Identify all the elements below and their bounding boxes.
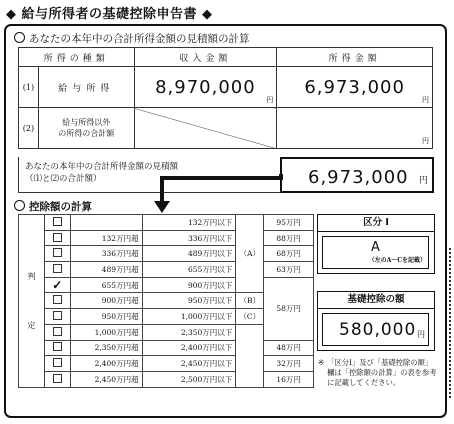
range-from: 655万円超 [70,277,142,293]
circle-icon [14,32,25,43]
range-from: 900万円超 [70,293,142,309]
kubun-value: A [371,240,380,255]
table-row [19,371,314,387]
checkbox-icon [53,264,62,273]
header-net-amount: 所得金額 [277,48,433,67]
table-row [19,246,314,262]
checkbox-icon [53,248,62,257]
check-icon: ✓ [52,277,63,292]
range-from: 2,400万円超 [70,356,142,372]
deduction-amount: 95万円 [264,215,314,231]
group-label: （A） [236,215,264,293]
deduction-amount: 16万円 [264,371,314,387]
deduction-amount: 68万円 [264,246,314,262]
kubun-title: 区分 I [318,215,434,232]
kubun-field[interactable] [322,236,429,269]
checkbox[interactable] [44,293,70,309]
range-to: 336万円以下 [142,230,236,246]
deduction-value: 580,000 [339,320,417,340]
table-row [19,108,433,149]
range-to: 2,400万円以下 [142,340,236,356]
salary-income-value: 8,970,000 [155,76,256,98]
deduction-amount: 88万円 [264,230,314,246]
table-row [19,230,314,246]
range-from: 950万円超 [70,309,142,325]
salary-net-field[interactable] [277,67,433,108]
range-to: 900万円以下 [142,277,236,293]
checkbox[interactable] [44,215,70,231]
range-from: 2,350万円超 [70,340,142,356]
row-label: 給与所得以外 の所得の合計額 [38,108,134,149]
range-to: 132万円以下 [142,215,236,231]
row-label: 給与所得 [38,67,134,108]
checkbox[interactable] [44,246,70,262]
income-table [18,47,433,149]
checkbox[interactable] [44,356,70,372]
table-row [19,215,314,231]
section2-heading: 控除額の計算 [14,199,92,214]
note [318,358,438,388]
checkbox[interactable] [44,371,70,387]
kubun-note: （左のA～Cを記載） [368,257,426,264]
range-from: 2,450万円超 [70,371,142,387]
dotted-guide [449,248,451,398]
salary-net-value: 6,973,000 [304,76,405,98]
range-to: 489万円以下 [142,246,236,262]
range-to: 2,500万円以下 [142,371,236,387]
total-amount-field[interactable] [280,157,434,193]
checkbox-icon [53,374,62,383]
table-row [19,67,433,108]
circle-icon [14,200,25,211]
range-from: 132万円超 [70,230,142,246]
checkbox-icon [53,217,62,226]
judge-label: 判 定 [19,215,45,388]
deduction-title: 基礎控除の額 [318,292,434,309]
salary-income-field[interactable] [134,67,277,108]
deduction-field[interactable] [322,313,429,346]
diagonal-disabled-cell [134,108,277,149]
checkbox-icon [53,358,62,367]
range-to: 1,000万円以下 [142,309,236,325]
checkbox[interactable] [44,277,70,293]
other-income-field[interactable] [277,108,433,149]
section1-heading: あなたの本年中の合計所得金額の見積額の計算 [14,31,250,46]
deduction-amount: 32万円 [264,356,314,372]
note-text: 「区分Ⅰ」及び「基礎控除の額」欄は「控除額の計算」の表を参考に記載してください。 [327,358,437,387]
total-amount-value: 6,973,000 [308,167,409,188]
yen-unit: 円 [422,96,429,104]
checkbox-icon [53,311,62,320]
range-to: 2,350万円以下 [142,324,236,340]
group-label: （B） [236,293,264,309]
income-table-header [19,48,433,67]
range-to: 655万円以下 [142,262,236,278]
checkbox[interactable] [44,340,70,356]
yen-unit: 円 [422,137,429,145]
group-label: （C） [236,309,264,325]
deduction-amount: 48万円 [264,340,314,356]
kubun-box [317,214,435,274]
group-label [236,324,264,387]
arrow-icon [150,172,285,216]
range-to: 2,450万円以下 [142,356,236,372]
yen-unit: 円 [266,96,274,104]
checkbox-icon [53,342,62,351]
table-row [19,340,314,356]
total-label-cell: あなたの本年中の合計所得金額の見積額 （⑴と⑵の合計額） [18,157,281,193]
header-income-amount: 収入金額 [134,48,277,67]
yen-unit: 円 [417,330,425,339]
note-mark: ※ [318,358,325,367]
range-from: 1,000万円超 [70,324,142,340]
checkbox-icon [53,233,62,242]
deduction-table [18,214,314,388]
deduction-amount: 58万円 [264,277,314,340]
range-to: 950万円以下 [142,293,236,309]
range-from: 336万円超 [70,246,142,262]
checkbox-icon [53,295,62,304]
row-number: (2) [19,108,39,149]
checkbox[interactable] [44,309,70,325]
form-title: ◆ 給与所得者の基礎控除申告書 ◆ [6,7,213,22]
table-row [19,277,314,293]
table-row [19,262,314,278]
checkbox[interactable] [44,230,70,246]
deduction-box [317,291,435,351]
checkbox[interactable] [44,324,70,340]
row-number: (1) [19,67,39,108]
deduction-amount: 63万円 [264,262,314,278]
checkbox-icon [53,327,62,336]
range-from: 489万円超 [70,262,142,278]
table-row [19,356,314,372]
header-income-type: 所得の種類 [19,48,135,67]
yen-unit: 円 [418,176,428,186]
checkbox[interactable] [44,262,70,278]
range-from [70,215,142,231]
